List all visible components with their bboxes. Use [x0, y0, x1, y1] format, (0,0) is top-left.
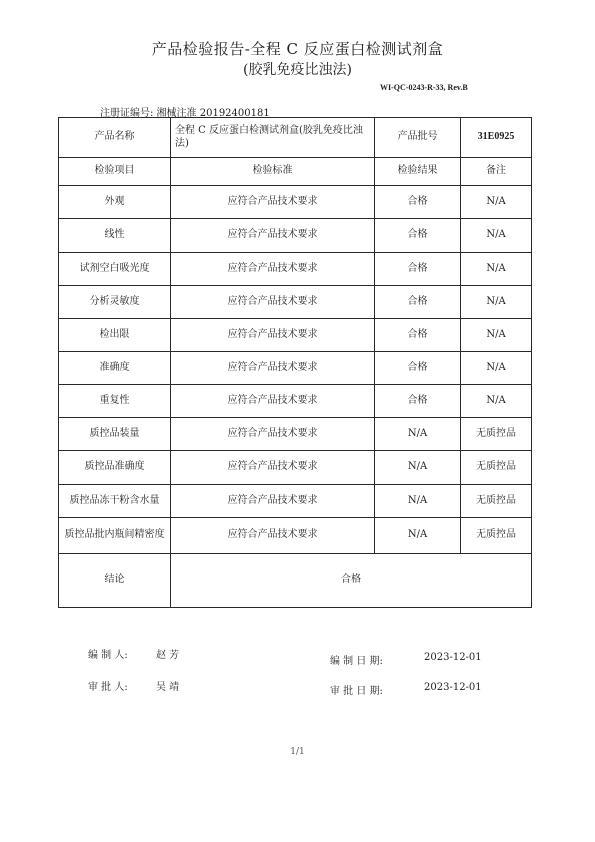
row-remark: N/A: [461, 352, 532, 385]
row-remark: N/A: [461, 186, 532, 219]
row-standard: 应符合产品技术要求: [171, 186, 375, 219]
table-row: [59, 286, 532, 319]
row-remark: 无质控品: [461, 418, 532, 451]
header-item: 检验项目: [59, 158, 171, 186]
conclusion-value: 合格: [171, 554, 532, 608]
inspection-table: [58, 117, 532, 608]
header-standard: 检验标准: [171, 158, 375, 186]
row-standard: 应符合产品技术要求: [171, 319, 375, 352]
row-result: 合格: [375, 385, 461, 418]
row-item: 分析灵敏度: [59, 286, 171, 319]
row-result: 合格: [375, 219, 461, 253]
row-remark: N/A: [461, 319, 532, 352]
header-remark: 备注: [461, 158, 532, 186]
row-standard: 应符合产品技术要求: [171, 286, 375, 319]
row-remark: N/A: [461, 385, 532, 418]
table-row: [59, 485, 532, 518]
row-item: 质控品批内瓶间精密度: [59, 518, 171, 554]
row-result: N/A: [375, 451, 461, 485]
row-item: 线性: [59, 219, 171, 253]
compiler-label: 编 制 人:: [88, 650, 128, 661]
row-remark: N/A: [461, 219, 532, 253]
batch-label: 产品批号: [375, 118, 461, 158]
table-row: [59, 518, 532, 554]
product-name-label: 产品名称: [59, 118, 171, 158]
row-standard: 应符合产品技术要求: [171, 518, 375, 554]
registration-number: 注册证编号: 湘械注准 20192400181: [100, 108, 270, 119]
row-standard: 应符合产品技术要求: [171, 485, 375, 518]
approver-name: 吴 靖: [156, 682, 180, 693]
row-remark: 无质控品: [461, 485, 532, 518]
row-item: 准确度: [59, 352, 171, 385]
row-result: 合格: [375, 352, 461, 385]
row-item: 重复性: [59, 385, 171, 418]
table-row: [59, 418, 532, 451]
table-row: [59, 319, 532, 352]
row-result: 合格: [375, 186, 461, 219]
row-result: 合格: [375, 253, 461, 286]
row-item: 质控品准确度: [59, 451, 171, 485]
row-standard: 应符合产品技术要求: [171, 451, 375, 485]
batch-value: 31E0925: [461, 118, 532, 158]
table-row: [59, 219, 532, 253]
approve-date-label: 审 批 日 期:: [330, 686, 383, 697]
conclusion-label: 结论: [59, 554, 171, 608]
table-header-row: [59, 158, 532, 186]
row-result: 合格: [375, 319, 461, 352]
row-standard: 应符合产品技术要求: [171, 418, 375, 451]
approve-date: 2023-12-01: [424, 682, 482, 693]
row-standard: 应符合产品技术要求: [171, 219, 375, 253]
table-row: [59, 253, 532, 286]
row-result: N/A: [375, 418, 461, 451]
compile-date-label: 编 制 日 期:: [330, 656, 383, 667]
row-remark: N/A: [461, 286, 532, 319]
compiler-name: 赵 芳: [156, 650, 180, 661]
row-item: 试剂空白吸光度: [59, 253, 171, 286]
page-number: 1/1: [290, 747, 305, 757]
row-item: 检出限: [59, 319, 171, 352]
row-remark: 无质控品: [461, 518, 532, 554]
approver-label: 审 批 人:: [88, 682, 128, 693]
conclusion-row: [59, 554, 532, 608]
table-row: [59, 385, 532, 418]
row-result: 合格: [375, 286, 461, 319]
row-item: 质控品装量: [59, 418, 171, 451]
row-item: 质控品冻干粉含水量: [59, 485, 171, 518]
product-info-row: [59, 118, 532, 158]
table-row: [59, 352, 532, 385]
product-name-value: 全程 C 反应蛋白检测试剂盒(胶乳免疫比浊法): [171, 118, 375, 158]
row-result: N/A: [375, 485, 461, 518]
table-row: [59, 451, 532, 485]
row-remark: 无质控品: [461, 451, 532, 485]
row-standard: 应符合产品技术要求: [171, 253, 375, 286]
row-standard: 应符合产品技术要求: [171, 352, 375, 385]
compile-date: 2023-12-01: [424, 652, 482, 663]
row-result: N/A: [375, 518, 461, 554]
row-item: 外观: [59, 186, 171, 219]
report-subtitle: (胶乳免疫比浊法): [243, 62, 352, 78]
row-standard: 应符合产品技术要求: [171, 385, 375, 418]
table-row: [59, 186, 532, 219]
report-title: 产品检验报告-全程 C 反应蛋白检测试剂盒: [151, 40, 444, 58]
document-code: WI-QC-0243-R-33, Rev.B: [380, 83, 468, 92]
row-remark: N/A: [461, 253, 532, 286]
header-result: 检验结果: [375, 158, 461, 186]
